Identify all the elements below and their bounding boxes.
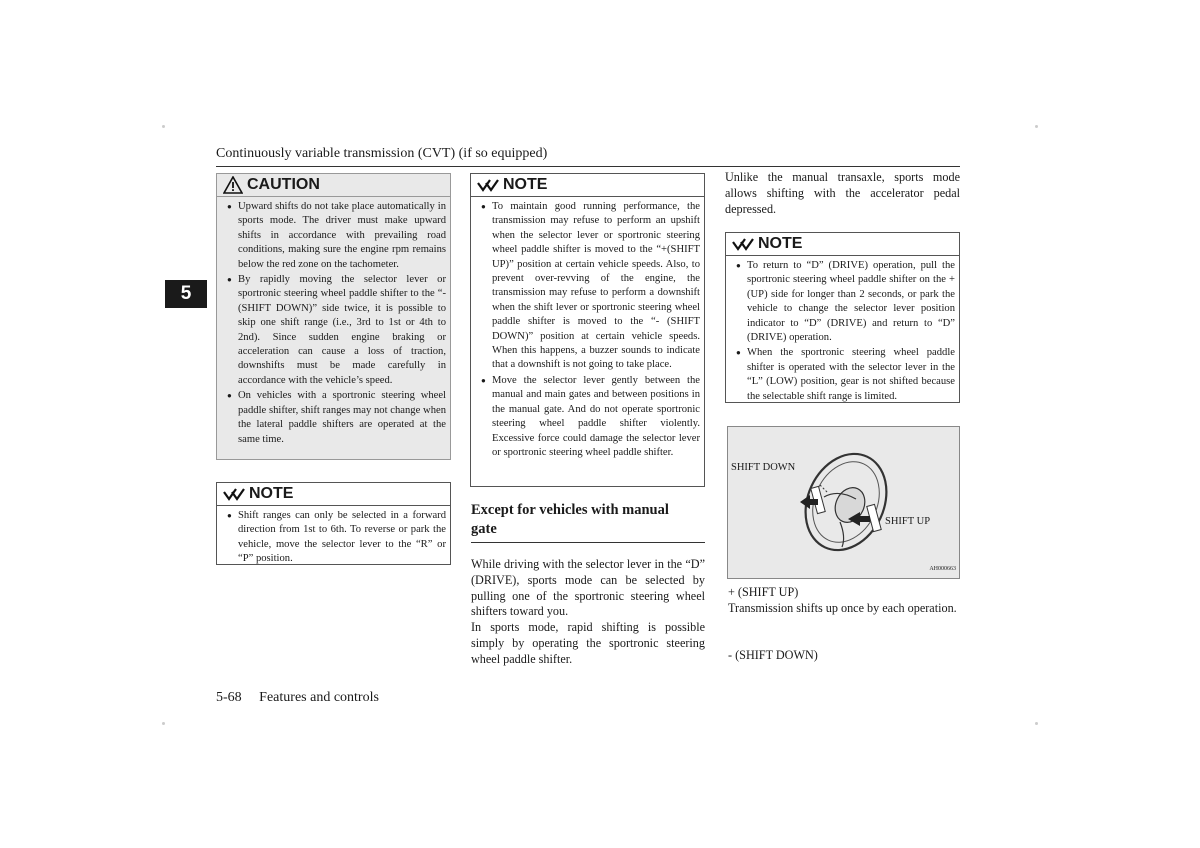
note-title: NOTE bbox=[249, 485, 294, 502]
caution-header bbox=[217, 174, 450, 197]
note-box bbox=[216, 482, 451, 565]
crop-mark bbox=[1035, 722, 1038, 725]
note-title: NOTE bbox=[503, 176, 548, 193]
note-header bbox=[471, 174, 704, 197]
shift-down-description bbox=[728, 648, 960, 664]
section-body bbox=[471, 557, 705, 668]
section-paragraph: In sports mode, rapid shifting is possible simply by operating the sportronic steering wheel paddle shifter. bbox=[471, 620, 705, 666]
caution-item: ● By rapidly moving the selector lever or sportronic steering wheel paddle shifter to the “- (SHIFT DOWN)” side twice, it is possible to skip one shift range (i.e., 3rd to 1st or 4th to 2nd). Since sudden engine braking or acceleration can cause a loss of traction, downshifts must be made carefully in accordance with the vehicle’s speed. bbox=[227, 273, 446, 388]
note-item: ● When the sportronic steering wheel paddle shifter is operated with the selector lever in the “L” (LOW) position, gear is not shifted because the selectable shift range is limited. bbox=[736, 346, 955, 404]
shift-up-label-text: + (SHIFT UP) bbox=[728, 585, 799, 599]
note-item: ● Shift ranges can only be selected in a forward direction from 1st to 6th. To reverse or park the vehicle, move the selector lever to the “R” or “P” position. bbox=[227, 509, 446, 567]
page-header-title: Continuously variable transmission (CVT) (if so equipped) bbox=[216, 146, 548, 161]
note-check-icon bbox=[223, 487, 245, 501]
caution-title: CAUTION bbox=[247, 176, 320, 193]
note-item: ● To maintain good running performance, the transmission may refuse to perform an upshift when the selector lever or sportronic steering wheel paddle shifter is moved to the “+(SHIFT UP)” position at certain vehicle speeds. Also, to prevent over-revving of the engine, the transmission may refuse to perform a downshift when the shift lever or sportronic steering wheel paddle shifter is moved to the “- (SHIFT DOWN)” position at certain vehicle speeds. When this happens, a buzzer sounds to indicate that a downshift is not going to take place. bbox=[481, 200, 700, 373]
section-heading-rule bbox=[471, 542, 705, 543]
warning-triangle-icon bbox=[223, 176, 243, 194]
shift-up-text: Transmission shifts up once by each operation. bbox=[728, 600, 957, 615]
section-paragraph: While driving with the selector lever in the “D” (DRIVE), sports mode can be selected by pulling one of the sportronic steering wheel shifters toward you. bbox=[471, 557, 705, 619]
crop-mark bbox=[162, 722, 165, 725]
note-box bbox=[470, 173, 705, 487]
shift-up-label: SHIFT UP bbox=[885, 516, 931, 527]
crop-mark bbox=[1035, 125, 1038, 128]
figure-code: AH000663 bbox=[929, 566, 956, 572]
caution-item: ● On vehicles with a sportronic steering wheel paddle shifter, shift ranges may not change when the lateral paddle shifters are operated at the same time. bbox=[227, 389, 446, 447]
note-check-icon bbox=[477, 178, 499, 192]
steering-wheel-figure bbox=[727, 426, 960, 579]
shift-down-label-text: - (SHIFT DOWN) bbox=[728, 648, 818, 662]
header-rule bbox=[216, 166, 960, 167]
steering-wheel-paddle-illustration bbox=[728, 427, 959, 578]
note-item: ● To return to “D” (DRIVE) operation, pull the sportronic steering wheel paddle shifter on the +(UP) side for longer than 2 seconds, or park the vehicle to change the selector lever position indicator to “D” (DRIVE) and return to “D” (DRIVE) operation. bbox=[736, 259, 955, 345]
caution-box bbox=[216, 173, 451, 460]
chapter-tab: 5 bbox=[165, 280, 207, 308]
note-header bbox=[726, 233, 959, 256]
intro-paragraph: Unlike the manual transaxle, sports mode allows shifting with the accelerator pedal depressed. bbox=[725, 170, 960, 216]
note-title: NOTE bbox=[758, 235, 803, 252]
page-number: 5-68 bbox=[216, 690, 242, 705]
shift-up-description bbox=[728, 585, 960, 617]
page-footer bbox=[216, 690, 393, 706]
section-heading bbox=[471, 501, 705, 539]
note-header bbox=[217, 483, 450, 506]
section-heading-line: gate bbox=[471, 521, 497, 537]
section-heading-line: Except for vehicles with manual bbox=[471, 502, 669, 518]
note-item: ● Move the selector lever gently between the manual and main gates and between positions in the manual gate. And do not operate sportronic steering wheel paddle shifter violently. Excessive force could damage the selector lever or sportronic steering wheel paddle shifter. bbox=[481, 374, 700, 460]
footer-section: Features and controls bbox=[259, 690, 379, 705]
note-box bbox=[725, 232, 960, 403]
caution-item: ● Upward shifts do not take place automatically in sports mode. The driver must make upward shifts in accordance with prevailing road conditions, making sure the engine rpm remains below the red zone on the tachometer. bbox=[227, 200, 446, 272]
shift-down-label: SHIFT DOWN bbox=[731, 462, 796, 473]
note-check-icon bbox=[732, 237, 754, 251]
crop-mark bbox=[162, 125, 165, 128]
